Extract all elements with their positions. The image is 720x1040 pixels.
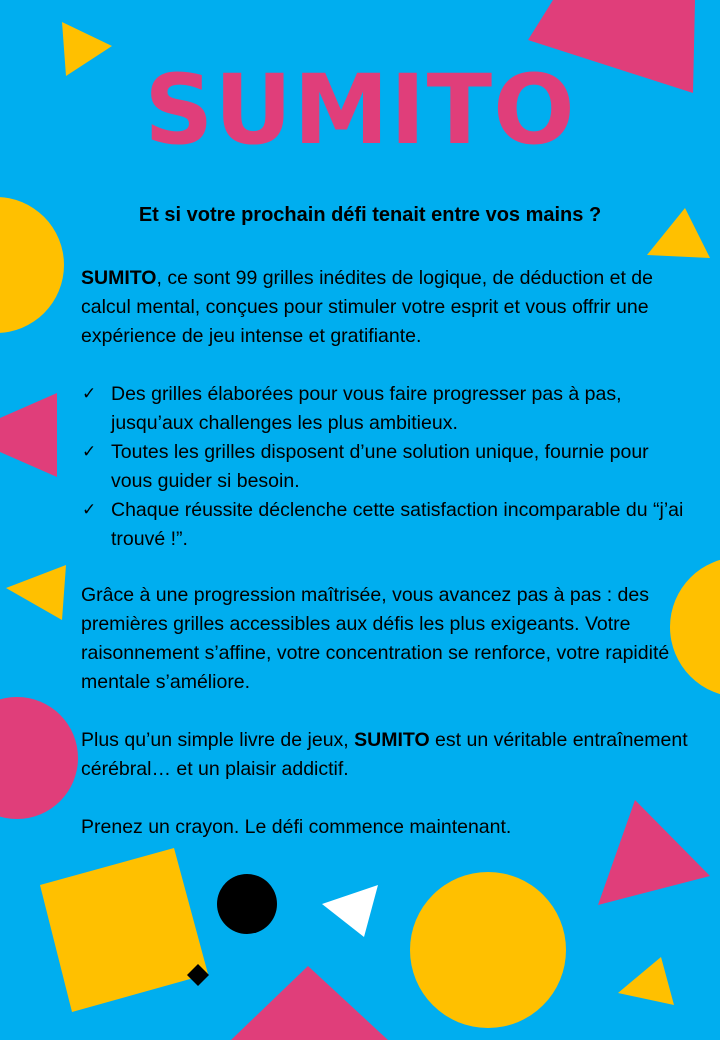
- checkmark-icon: ✓: [82, 500, 97, 520]
- yellow-square: [40, 848, 208, 1012]
- intro-brand-name: SUMITO: [81, 267, 157, 289]
- call-to-action: Prenez un crayon. Le défi commence maintenant.: [81, 816, 512, 838]
- checklist-item-text: Chaque réussite déclenche cette satisfaction incomparable du “j’ai trouvé !”.: [111, 499, 684, 550]
- more-brand-name: SUMITO: [354, 729, 430, 751]
- checkmark-icon: ✓: [82, 384, 97, 404]
- checklist-item-text: Des grilles élaborées pour vous faire progresser pas à pas, jusqu’aux challenges les plus ambitieux.: [111, 383, 622, 434]
- brand-title: SUMITO: [144, 54, 576, 166]
- more-text-after: est un véritable entraînement cérébral… et un plaisir addictif.: [81, 729, 688, 780]
- checklist-item: [80, 380, 692, 438]
- intro-text: , ce sont 99 grilles inédites de logique, de déduction et de calcul mental, conçues pour stimuler votre esprit et vous offrir une expérience de jeu intense et gratifiante.: [81, 267, 653, 347]
- checklist-item: [80, 496, 692, 554]
- pink-circle-left: [0, 697, 78, 819]
- more-text-before: Plus qu’un simple livre de jeux,: [81, 729, 355, 751]
- progress-paragraph: Grâce à une progression maîtrisée, vous avancez pas à pas : des premières grilles accessibles aux défis les plus exigeants. Votre raisonnement s’affine, votre concentration se renforce, votre rapidité mentale s’améliore.: [81, 584, 670, 693]
- yellow-triangle-left-middle: [6, 565, 66, 620]
- intro-paragraph: [81, 264, 691, 351]
- checkmark-icon: ✓: [82, 442, 97, 462]
- yellow-triangle-bottom-right: [618, 957, 674, 1005]
- pink-triangle-left: [0, 393, 57, 477]
- checklist-item-text: Toutes les grilles disposent d’une solution unique, fournie pour vous guider si besoin.: [111, 441, 649, 492]
- black-circle: [217, 874, 277, 934]
- white-triangle: [322, 885, 378, 937]
- pink-triangle-bottom: [231, 966, 388, 1040]
- tagline: Et si votre prochain défi tenait entre vos mains ?: [138, 204, 602, 226]
- yellow-circle-bottom: [410, 872, 566, 1028]
- more-paragraph: [81, 726, 691, 784]
- checklist-item: [80, 438, 692, 496]
- feature-checklist: [80, 380, 692, 554]
